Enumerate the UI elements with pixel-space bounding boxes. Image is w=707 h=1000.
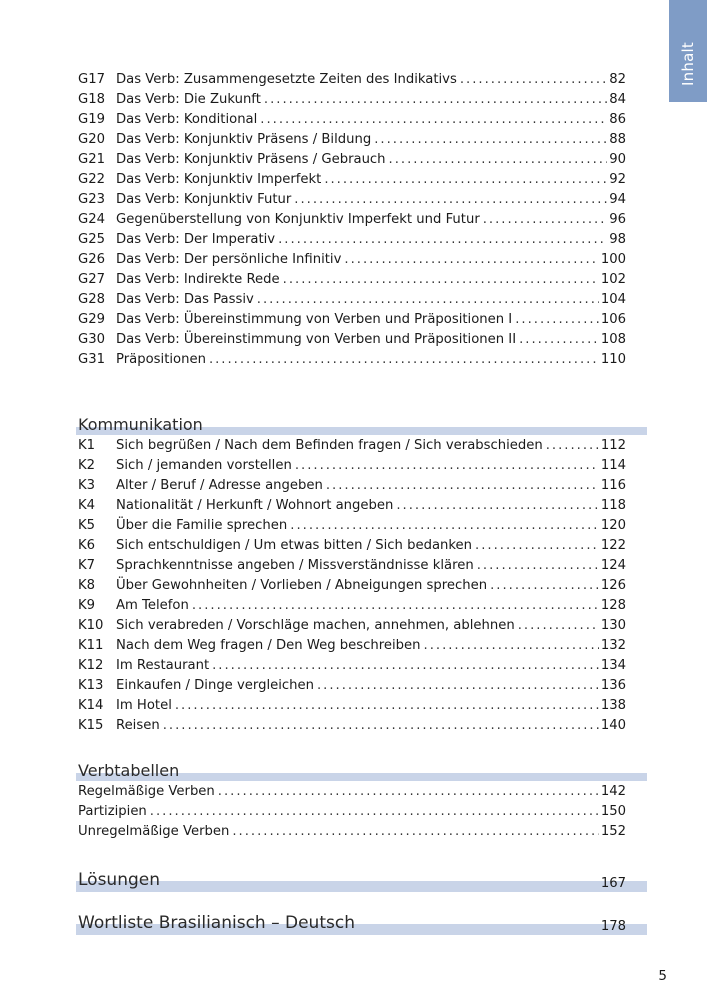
toc-code: K14 [78, 698, 104, 713]
toc-code: G17 [78, 72, 105, 87]
toc-title: Das Verb: Das Passiv [116, 292, 254, 307]
toc-title: Alter / Beruf / Adresse angeben [116, 478, 323, 493]
leader-dots [374, 130, 607, 150]
toc-page: 130 [600, 618, 626, 633]
leader-dots [290, 516, 599, 536]
toc-row-k12[interactable] [78, 656, 626, 676]
leader-dots [257, 290, 599, 310]
toc-title: Unregelmäßige Verben [78, 824, 230, 839]
section-page: 167 [600, 876, 626, 891]
side-tab[interactable] [669, 0, 707, 102]
toc-title: Das Verb: Indirekte Rede [116, 272, 280, 287]
section-heading-kommunikation[interactable] [78, 409, 647, 435]
leader-dots [344, 250, 598, 270]
toc-title: Sich begrüßen / Nach dem Befinden fragen / Sich verabschieden [116, 438, 543, 453]
toc-page: 104 [600, 292, 626, 307]
toc-page: 136 [600, 678, 626, 693]
toc-code: G26 [78, 252, 105, 267]
toc-row-participles[interactable] [78, 802, 626, 822]
toc-page: 134 [600, 658, 626, 673]
toc-row-k5[interactable] [78, 516, 626, 536]
toc-page: 106 [600, 312, 626, 327]
toc-row-regular-verbs[interactable] [78, 782, 626, 802]
toc-code: K13 [78, 678, 104, 693]
toc-code: G18 [78, 92, 105, 107]
toc-title: Nationalität / Herkunft / Wohnort angeben [116, 498, 394, 513]
toc-page: 114 [600, 458, 626, 473]
leader-dots [232, 822, 598, 842]
toc-code: K3 [78, 478, 96, 493]
toc-code: K11 [78, 638, 104, 653]
toc-row-g25[interactable] [78, 230, 626, 250]
toc-row-irregular-verbs[interactable] [78, 822, 626, 842]
leader-dots [163, 716, 599, 736]
toc-code: G20 [78, 132, 105, 147]
toc-title: Im Hotel [116, 698, 172, 713]
toc-code: K4 [78, 498, 96, 513]
toc-page: 108 [600, 332, 626, 347]
toc-code: K10 [78, 618, 104, 633]
toc-page: 132 [600, 638, 626, 653]
toc-row-k15[interactable] [78, 716, 626, 736]
toc-code: K9 [78, 598, 96, 613]
toc-page: 92 [609, 172, 626, 187]
toc-page: 128 [600, 598, 626, 613]
leader-dots [294, 190, 607, 210]
toc-title: Partizipien [78, 804, 147, 819]
leader-dots [460, 70, 607, 90]
toc-page: 96 [609, 212, 626, 227]
leader-dots [515, 310, 599, 330]
toc-row-g26[interactable] [78, 250, 626, 270]
toc-code: G24 [78, 212, 105, 227]
toc-title: Über Gewohnheiten / Vorlieben / Abneigungen sprechen [116, 578, 488, 593]
section-heading-label: Wortliste Brasilianisch – Deutsch [78, 913, 355, 933]
toc-page: 110 [600, 352, 626, 367]
toc-page: 86 [609, 112, 626, 127]
toc-row-k6[interactable] [78, 536, 626, 556]
section-heading-verbtabellen[interactable] [78, 755, 647, 781]
toc-row-g19[interactable] [78, 110, 626, 130]
toc-row-g21[interactable] [78, 150, 626, 170]
toc-page: 84 [609, 92, 626, 107]
toc-page: 94 [609, 192, 626, 207]
toc-page: 138 [600, 698, 626, 713]
toc-title: Das Verb: Der Imperativ [116, 232, 276, 247]
toc-row-g20[interactable] [78, 130, 626, 150]
toc-page: 82 [609, 72, 626, 87]
leader-dots [389, 150, 608, 170]
toc-row-g24[interactable] [78, 210, 626, 230]
leader-dots [209, 350, 599, 370]
toc-title: Das Verb: Konditional [116, 112, 258, 127]
toc-code: K6 [78, 538, 96, 553]
toc-code: G30 [78, 332, 105, 347]
toc-code: G27 [78, 272, 105, 287]
leader-dots [326, 476, 599, 496]
toc-title: Präpositionen [116, 352, 206, 367]
toc-code: G19 [78, 112, 105, 127]
leader-dots [192, 596, 599, 616]
leader-dots [278, 230, 607, 250]
section-page: 178 [600, 919, 626, 934]
toc-code: G23 [78, 192, 105, 207]
toc-page: 102 [600, 272, 626, 287]
toc-title: Das Verb: Konjunktiv Futur [116, 192, 292, 207]
leader-dots [260, 110, 607, 130]
toc-page: 90 [609, 152, 626, 167]
section-heading-label: Lösungen [78, 870, 161, 890]
toc-row-k3[interactable] [78, 476, 626, 496]
toc-title: Das Verb: Konjunktiv Präsens / Gebrauch [116, 152, 386, 167]
leader-dots [518, 616, 599, 636]
toc-title: Sich / jemanden vorstellen [116, 458, 292, 473]
toc-row-k13[interactable] [78, 676, 626, 696]
toc-title: Das Verb: Übereinstimmung von Verben und Präpositionen I [116, 312, 513, 327]
leader-dots [150, 802, 599, 822]
toc-title: Nach dem Weg fragen / Den Weg beschreiben [116, 638, 421, 653]
leader-dots [264, 90, 607, 110]
toc-row-g27[interactable] [78, 270, 626, 290]
section-heading-wortliste[interactable] [78, 905, 647, 935]
leader-dots [212, 656, 599, 676]
leader-dots [483, 210, 607, 230]
toc-code: K5 [78, 518, 96, 533]
toc-code: G22 [78, 172, 105, 187]
leader-dots [424, 636, 599, 656]
toc-page: 116 [600, 478, 626, 493]
leader-dots [396, 496, 598, 516]
toc-row-k4[interactable] [78, 496, 626, 516]
toc-code: G29 [78, 312, 105, 327]
toc-row-g23[interactable] [78, 190, 626, 210]
toc-title: Das Verb: Übereinstimmung von Verben und Präpositionen II [116, 332, 517, 347]
toc-row-g22[interactable] [78, 170, 626, 190]
toc-page: 112 [600, 438, 626, 453]
leader-dots [283, 270, 599, 290]
toc-code: K1 [78, 438, 96, 453]
toc-page: 140 [600, 718, 626, 733]
toc-page: 118 [600, 498, 626, 513]
toc-code: G25 [78, 232, 105, 247]
toc-title: Gegenüberstellung von Konjunktiv Imperfekt und Futur [116, 212, 480, 227]
toc-title: Regelmäßige Verben [78, 784, 215, 799]
toc-page: 124 [600, 558, 626, 573]
toc-row-k7[interactable] [78, 556, 626, 576]
toc-code: K7 [78, 558, 96, 573]
toc-row-k9[interactable] [78, 596, 626, 616]
toc-page: 98 [609, 232, 626, 247]
toc-title: Im Restaurant [116, 658, 210, 673]
toc-row-g17[interactable] [78, 70, 626, 90]
toc-page: 150 [600, 804, 626, 819]
toc-row-k8[interactable] [78, 576, 626, 596]
leader-dots [324, 170, 607, 190]
toc-code: G21 [78, 152, 105, 167]
leader-dots [475, 536, 599, 556]
toc-title: Einkaufen / Dinge vergleichen [116, 678, 314, 693]
toc-title: Das Verb: Die Zukunft [116, 92, 261, 107]
toc-code: K8 [78, 578, 96, 593]
section-bar [76, 881, 647, 892]
toc-row-g30[interactable] [78, 330, 626, 350]
toc-title: Sich verabreden / Vorschläge machen, annehmen, ablehnen [116, 618, 515, 633]
toc-code: K2 [78, 458, 96, 473]
toc-code: K12 [78, 658, 104, 673]
leader-dots [519, 330, 599, 350]
toc-page: 152 [600, 824, 626, 839]
toc-row-g29[interactable] [78, 310, 626, 330]
toc-title: Das Verb: Zusammengesetzte Zeiten des Indikativs [116, 72, 457, 87]
section-heading-label: Verbtabellen [78, 761, 180, 780]
leader-dots [477, 556, 599, 576]
toc-row-k2[interactable] [78, 456, 626, 476]
toc-page: 88 [609, 132, 626, 147]
toc-row-g18[interactable] [78, 90, 626, 110]
toc-row-k10[interactable] [78, 616, 626, 636]
toc-code: G28 [78, 292, 105, 307]
side-tab-label: Inhalt [679, 42, 697, 86]
leader-dots [218, 782, 599, 802]
toc-row-g28[interactable] [78, 290, 626, 310]
section-heading-label: Kommunikation [78, 415, 203, 434]
toc-title: Am Telefon [116, 598, 189, 613]
toc-code: G31 [78, 352, 105, 367]
toc-title: Das Verb: Konjunktiv Imperfekt [116, 172, 322, 187]
toc-page: 122 [600, 538, 626, 553]
toc-title: Das Verb: Konjunktiv Präsens / Bildung [116, 132, 372, 147]
toc-row-g31[interactable] [78, 350, 626, 370]
page-number: 5 [658, 968, 667, 984]
toc-title: Sprachkenntnisse angeben / Missverständnisse klären [116, 558, 474, 573]
toc-code: K15 [78, 718, 104, 733]
toc-row-k14[interactable] [78, 696, 626, 716]
toc-row-k1[interactable] [78, 436, 626, 456]
leader-dots [175, 696, 599, 716]
toc-page: 120 [600, 518, 626, 533]
toc-page: 142 [600, 784, 626, 799]
toc-page: 100 [600, 252, 626, 267]
toc-row-k11[interactable] [78, 636, 626, 656]
toc-page: 126 [600, 578, 626, 593]
toc-title: Sich entschuldigen / Um etwas bitten / Sich bedanken [116, 538, 473, 553]
leader-dots [317, 676, 599, 696]
leader-dots [546, 436, 599, 456]
section-heading-loesungen[interactable] [78, 862, 647, 892]
leader-dots [490, 576, 599, 596]
toc-title: Das Verb: Der persönliche Infinitiv [116, 252, 342, 267]
leader-dots [295, 456, 599, 476]
toc-title: Reisen [116, 718, 160, 733]
toc-title: Über die Familie sprechen [116, 518, 288, 533]
